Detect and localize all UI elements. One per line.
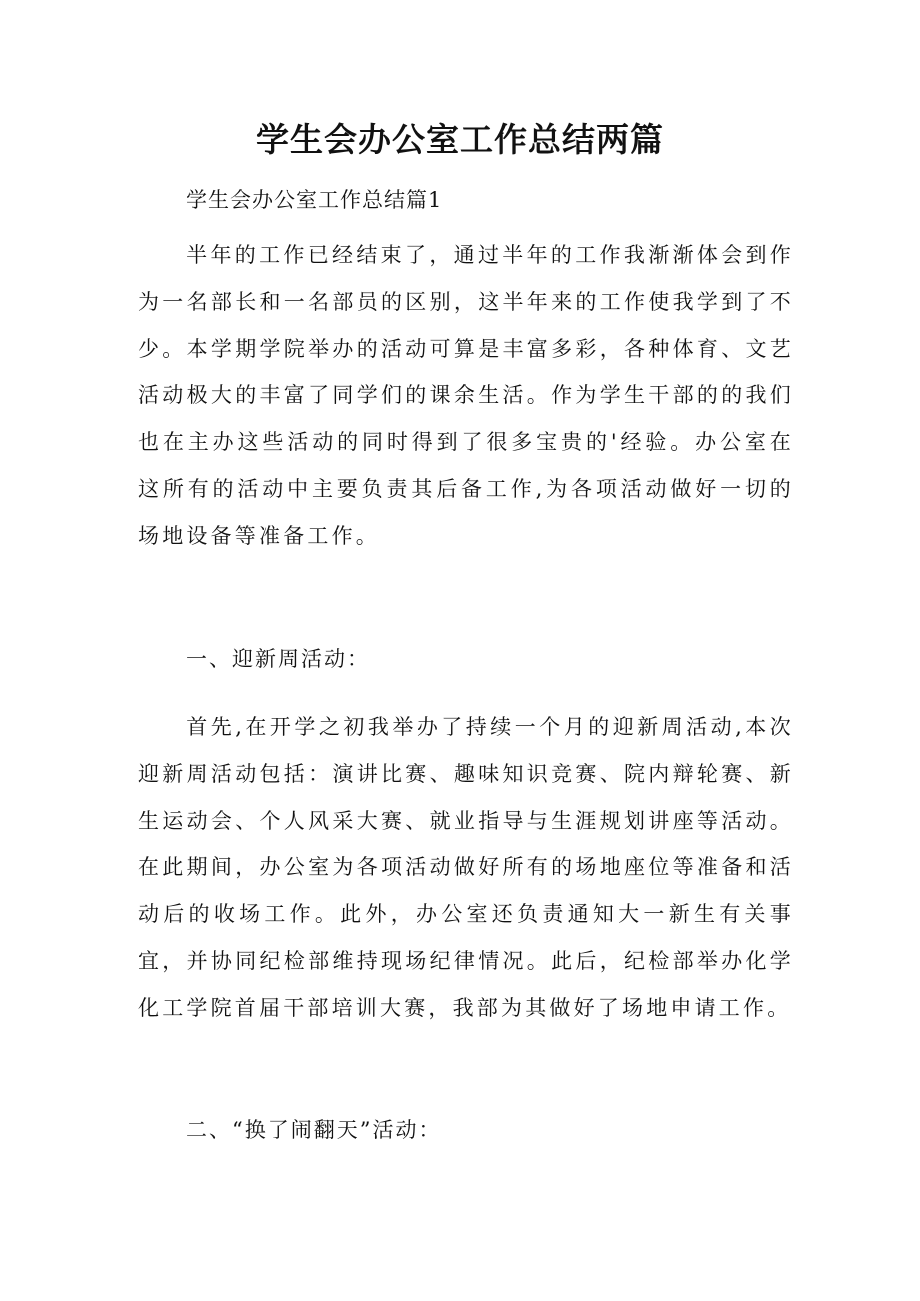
paragraph-welcome-week-text: 首先,在开学之初我举办了持续一个月的迎新周活动,本次迎新周活动包括：演讲比赛、趣味知识竞赛、院内辩轮赛、新生运动会、个人风采大赛、就业指导与生涯规划讲座等活动。在此期间，办公室为各项活动做好所有的场地座位等准备和活动后的收场工作。此外，办公室还负责通知大一新生有关事宜，并协同纪检部维持现场纪律情况。此后，纪检部举办化学化工学院首届干部培训大赛，我部为其做好了场地申请工作。 [138,715,794,1020]
section-heading-welcome-week: 一、迎新周活动： [186,647,370,671]
paragraph-intro-text: 半年的工作已经结束了，通过半年的工作我渐渐体会到作为一名部长和一名部员的区别，这半年来的工作使我学到了不少。本学期学院举办的活动可算是丰富多彩，各种体育、文艺活动极大的丰富了同学们的课余生活。作为学生干部的的我们也在主办这些活动的同时得到了很多宝贵的'经验。办公室在这所有的活动中主要负责其后备工作,为各项活动做好一切的场地设备等准备工作。 [138,243,794,548]
document-subtitle: 学生会办公室工作总结篇1 [186,188,443,212]
paragraph-welcome-week [138,704,794,1032]
document-title: 学生会办公室工作总结两篇 [256,120,664,159]
section-heading-activity-two: 二、“换了闹翻天”活动： [186,1118,442,1142]
paragraph-intro [138,232,794,560]
